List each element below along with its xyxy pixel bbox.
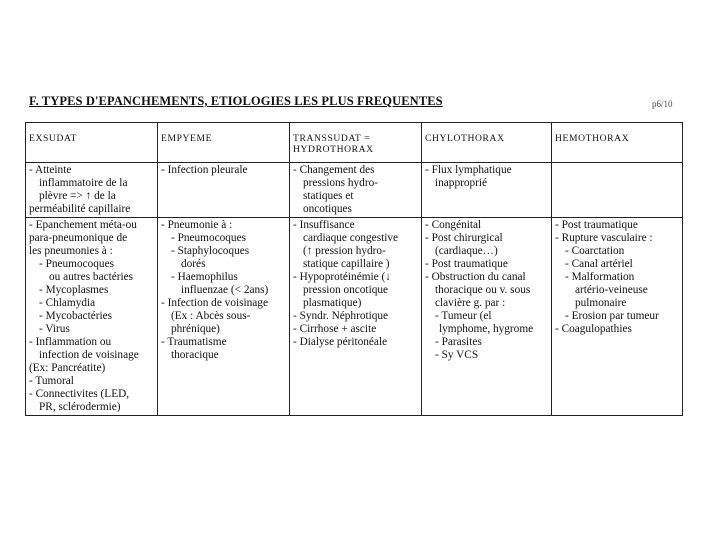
cell-line: dorés xyxy=(181,258,206,270)
cell-transsudat-mechanism xyxy=(290,163,422,218)
cell-line: thoracique ou v. sous xyxy=(435,284,531,296)
cell-empyeme-causes xyxy=(158,218,290,416)
cell-line: - Tumoral xyxy=(29,375,74,387)
table-header-row xyxy=(26,123,683,163)
cell-line: - Connectivites (LED, xyxy=(29,388,130,400)
cell-line: lymphome, hygrome xyxy=(439,323,534,335)
cell-line: phrénique) xyxy=(171,323,220,335)
cell-line: - Atteinte xyxy=(29,164,72,176)
cell-hemothorax-mechanism xyxy=(552,163,683,218)
cell-line: - Pneumocoques xyxy=(171,232,246,244)
cell-line: oncotiques xyxy=(303,203,352,215)
cell-line: statique capillaire ) xyxy=(303,258,390,270)
column-header-exsudat: EXSUDAT xyxy=(26,123,158,163)
header-line: TRANSSUDAT = xyxy=(293,133,371,144)
cell-line: - Congénital xyxy=(425,219,482,231)
column-header-hemothorax: HEMOTHORAX xyxy=(552,123,683,163)
page-title: F. TYPES D'EPANCHEMENTS, ETIOLOGIES LES PLUS FREQUENTES xyxy=(29,94,443,108)
cell-line: - Insuffisance xyxy=(293,219,355,231)
cell-line: para-pneumonique de xyxy=(29,232,128,244)
cell-line: - Chlamydia xyxy=(39,297,96,309)
cell-line: perméabilité capillaire xyxy=(29,203,131,215)
cell-line: - Post traumatique xyxy=(555,219,638,231)
cell-line: artério-veineuse xyxy=(575,284,648,296)
cell-line: - Changement des xyxy=(293,164,375,176)
cell-line: inapproprié xyxy=(435,177,488,189)
cell-line: pression oncotique xyxy=(303,284,389,296)
cell-line: - Pneumocoques xyxy=(39,258,114,270)
column-header-transsudat xyxy=(290,123,422,163)
cell-line: infection de voisinage xyxy=(39,349,139,361)
cell-line: - Rupture vasculaire : xyxy=(555,232,653,244)
cell-line: - Post traumatique xyxy=(425,258,508,270)
cell-line: ou autres bactéries xyxy=(49,271,134,283)
cell-line: - Traumatisme xyxy=(161,336,227,348)
cell-line: plèvre => ↑ de la xyxy=(39,190,116,202)
cell-line: - Coarctation xyxy=(565,245,625,257)
cell-exsudat-mechanism xyxy=(26,163,158,218)
cell-line: (cardiaque…) xyxy=(435,245,498,257)
cell-line: inflammatoire de la xyxy=(39,177,128,189)
cell-line: - Flux lymphatique xyxy=(425,164,512,176)
cell-chylothorax-mechanism xyxy=(422,163,552,218)
cell-line: - Coagulopathies xyxy=(555,323,632,335)
cell-line: - Virus xyxy=(39,323,70,335)
cell-line: thoracique xyxy=(171,349,219,361)
cell-line: - Infection de voisinage xyxy=(161,297,268,309)
cell-line: - Inflammation ou xyxy=(29,336,112,348)
cell-line: (Ex: Pancréatite) xyxy=(29,362,106,374)
cell-line: - Haemophilus xyxy=(171,271,238,283)
cell-line: pulmonaire xyxy=(575,297,627,309)
cell-line: - Dialyse péritonéale xyxy=(293,336,388,348)
cell-transsudat-causes xyxy=(290,218,422,416)
cell-line: - Epanchement méta-ou xyxy=(29,219,137,231)
cell-line: - Parasites xyxy=(435,336,482,348)
cell-exsudat-causes xyxy=(26,218,158,416)
cell-line: - Malformation xyxy=(565,271,635,283)
header-line: HYDROTHORAX xyxy=(293,144,374,155)
column-header-empyeme: EMPYEME xyxy=(158,123,290,163)
cell-line: clavière g. par : xyxy=(435,297,506,309)
cell-line: (Ex : Abcès sous- xyxy=(171,310,251,322)
cell-line: - Erosion par tumeur xyxy=(565,310,659,322)
cell-line: - Mycobactéries xyxy=(39,310,113,322)
cell-line: - Hypoprotéinémie (↓ xyxy=(293,271,391,283)
page-reference: p6/10 xyxy=(652,99,673,109)
cell-line: pressions hydro- xyxy=(303,177,378,189)
cell-line: les pneumonies à : xyxy=(29,245,113,257)
table-row xyxy=(26,218,683,416)
cell-line: - Mycoplasmes xyxy=(39,284,109,296)
cell-line: - Pneumonie à : xyxy=(161,219,233,231)
cell-line: - Obstruction du canal xyxy=(425,271,526,283)
cell-empyeme-mechanism xyxy=(158,163,290,218)
cell-line: (↑ pression hydro- xyxy=(303,245,386,257)
cell-line: - Staphylocoques xyxy=(171,245,250,257)
cell-line: - Canal artériel xyxy=(565,258,633,270)
cell-line: PR, sclérodermie) xyxy=(39,401,121,413)
cell-line: influenzae (< 2ans) xyxy=(181,284,269,296)
cell-line: - Syndr. Néphrotique xyxy=(293,310,389,322)
cell-line: statiques et xyxy=(303,190,354,202)
cell-line: cardiaque congestive xyxy=(303,232,399,244)
cell-line: - Cirrhose + ascite xyxy=(293,323,377,335)
effusion-etiology-table xyxy=(25,122,683,416)
table-row xyxy=(26,163,683,218)
column-header-chylothorax: CHYLOTHORAX xyxy=(422,123,552,163)
cell-line: - Infection pleurale xyxy=(161,164,248,176)
cell-line: plasmatique) xyxy=(303,297,362,309)
cell-line: - Sy VCS xyxy=(435,349,479,361)
cell-chylothorax-causes xyxy=(422,218,552,416)
cell-line: - Tumeur (el xyxy=(435,310,492,322)
cell-line: - Post chirurgical xyxy=(425,232,503,244)
cell-hemothorax-causes xyxy=(552,218,683,416)
